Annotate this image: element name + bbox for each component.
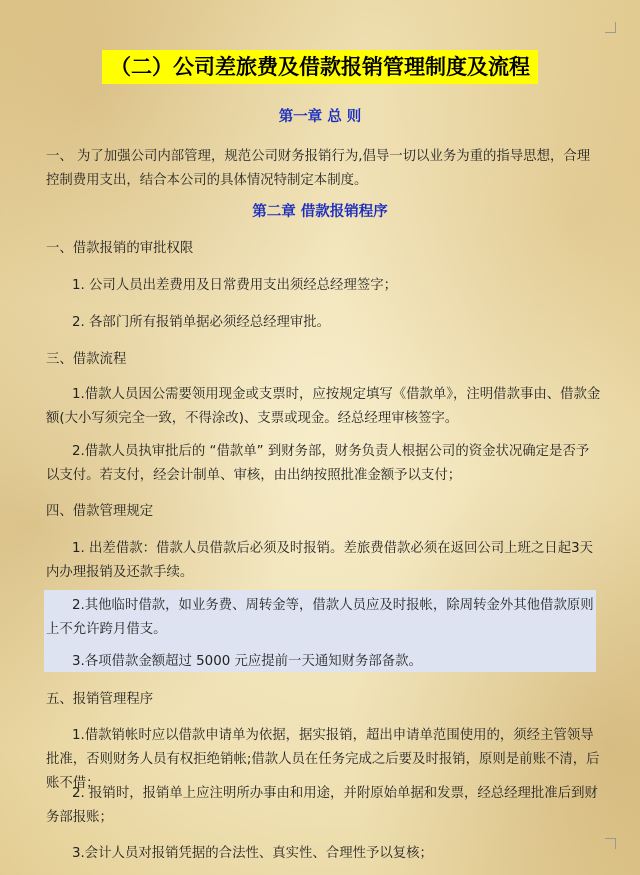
list-item: 1. 出差借款：借款人员借款后必须及时报销。差旅费借款必须在返回公司上班之日起3天内办理报销及还款手续。 bbox=[46, 541, 594, 580]
crop-mark bbox=[605, 22, 616, 33]
list-item: 1. 公司人员出差费用及日常费用支出须经总经理签字； bbox=[72, 278, 398, 293]
list-item: 1.借款人员因公需要领用现金或支票时，应按规定填写《借款单》，注明借款事由、借款金额(大小写须完全一致，不得涂改)、支票或现金。经总经理审核签字。 bbox=[46, 387, 601, 426]
section-heading-borrowing: 三、借款流程 bbox=[46, 352, 127, 367]
section-heading-reimbursement: 五、报销管理程序 bbox=[46, 692, 154, 707]
section-heading-rules: 四、借款管理规定 bbox=[46, 504, 154, 519]
list-item: 2. 各部门所有报销单据必须经总经理审批。 bbox=[72, 315, 331, 330]
chapter-heading-1: 第一章 总 则 bbox=[278, 109, 362, 125]
list-item: 2. 报销时，报销单上应注明所办事由和用途，并附原始单据和发票，经总经理批准后到财务部报账； bbox=[46, 786, 598, 825]
section-heading-approval: 一、借款报销的审批权限 bbox=[46, 241, 194, 256]
chapter-heading-2: 第二章 借款报销程序 bbox=[252, 204, 388, 220]
paragraph-purpose: 一、 为了加强公司内部管理，规范公司财务报销行为,倡导一切以业务为重的指导思想，合理控制费用支出，结合本公司的具体情况特制定本制度。 bbox=[46, 149, 591, 188]
list-item: 3.会计人员对报销凭据的合法性、真实性、合理性予以复核； bbox=[72, 846, 433, 861]
document-title: （二）公司差旅费及借款报销管理制度及流程 bbox=[102, 50, 538, 84]
list-item: 2.其他临时借款，如业务费、周转金等，借款人员应及时报帐，除周转金外其他借款原则上不允许跨月借支。 bbox=[46, 598, 594, 637]
list-item: 1.借款销帐时应以借款申请单为依据，据实报销，超出申请单范围使用的，须经主管领导批准，否则财务人员有权拒绝销帐;借款人员在任务完成之后要及时报销，原则是前账不清，后账不借； bbox=[46, 728, 600, 791]
list-item: 3.各项借款金额超过 5000 元应提前一天通知财务部备款。 bbox=[72, 654, 422, 669]
list-item: 2.借款人员执审批后的 “借款单” 到财务部，财务负责人根据公司的资金状况确定是否予以支付。若支付，经会计制单、审核，由出纳按照批准金额予以支付； bbox=[46, 444, 590, 483]
crop-mark bbox=[605, 838, 616, 849]
